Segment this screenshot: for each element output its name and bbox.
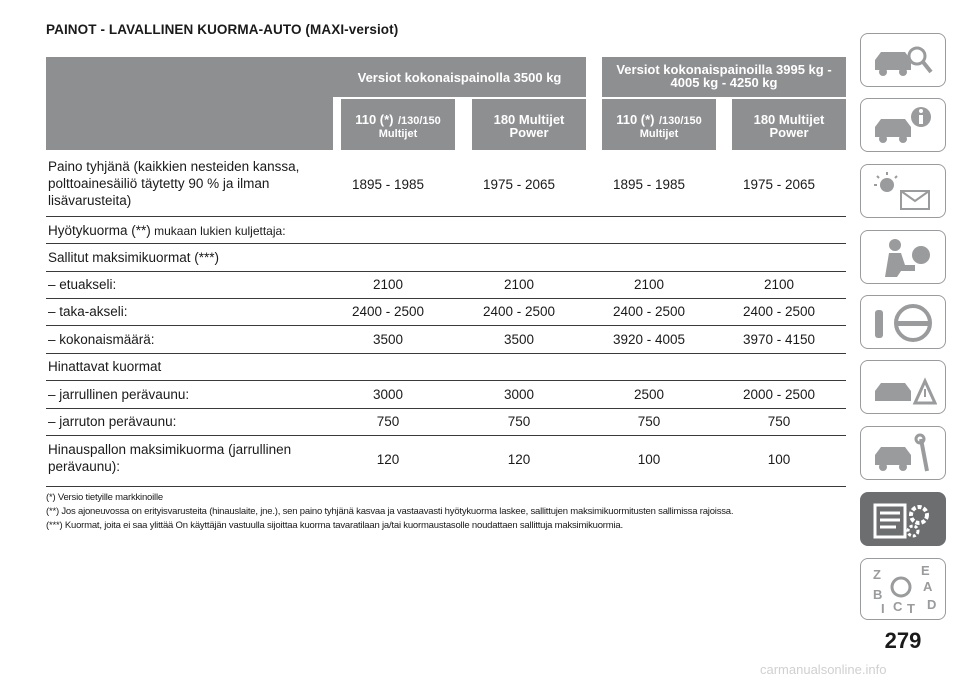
header-col-110-a-bottom: Multijet: [378, 128, 418, 140]
row-value: 3000: [372, 387, 404, 402]
row-value: 120: [376, 452, 400, 467]
header-group-3500: [333, 57, 586, 97]
row-value: 2100: [633, 277, 665, 292]
row-value: 1895 - 1985: [351, 177, 425, 192]
row-value: 2400 - 2500: [742, 304, 816, 319]
tab-alphabet-index[interactable]: [860, 558, 946, 620]
table-row: [46, 272, 846, 299]
table-row: [46, 244, 846, 272]
table-row: [46, 354, 846, 381]
footnote: (**) Jos ajoneuvossa on erityisvarusteita (hinauslaite, jne.), sen paino tyhjänä kasvaa ja vastaavasti hyötykuorma laskee, sallittujen maksimikuormitusten sallimissa rajoissa.: [46, 506, 734, 517]
row-value: 1895 - 1985: [612, 177, 686, 192]
footnote: (***) Kuormat, joita ei saa ylittää On käyttäjän vastuulla sijoittaa kuorma tavaratilaan ja/tai kuormaustasolle noudattaen sallittuja maksimikuormia.: [46, 520, 623, 531]
tab-car-wrench[interactable]: [860, 426, 946, 480]
svg-text:C: C: [893, 599, 903, 614]
row-value: 750: [507, 414, 531, 429]
row-value: 1975 - 2065: [742, 177, 816, 192]
page-number: 279: [884, 628, 922, 653]
svg-text:Z: Z: [873, 567, 881, 582]
header-col-180-b-bottom: Power: [769, 125, 809, 140]
table-row: [46, 409, 846, 436]
row-value: 2100: [372, 277, 404, 292]
tab-airbag-safety[interactable]: [860, 230, 946, 284]
header-blank: [46, 57, 333, 150]
header-col-180-b: [732, 99, 846, 150]
header-group-heavy: [602, 57, 846, 97]
row-label: – jarrullinen perävaunu:: [48, 387, 190, 402]
tab-steering-wheel[interactable]: [860, 295, 946, 349]
row-value: 2000 - 2500: [742, 387, 816, 402]
row-value: 100: [637, 452, 661, 467]
table-row: [46, 299, 846, 326]
table-row: [46, 436, 846, 487]
airbag-safety-icon: [871, 237, 937, 279]
row-value: 1975 - 2065: [482, 177, 556, 192]
row-label: – kokonaismäärä:: [48, 332, 155, 347]
table-row: [46, 326, 846, 354]
tab-dashboard-lights[interactable]: [860, 164, 946, 218]
header-col-110-b-bottom: Multijet: [639, 128, 679, 140]
row-value: 3500: [503, 332, 535, 347]
tab-car-info[interactable]: [860, 98, 946, 152]
header-col-180-b-top: 180 Multijet: [753, 112, 825, 127]
steering-wheel-icon: [871, 302, 937, 344]
row-value: 2500: [633, 387, 665, 402]
row-value: 750: [767, 414, 791, 429]
header-col-110-b-top: 110 (*): [616, 112, 655, 127]
tab-specifications[interactable]: [860, 492, 946, 546]
row-value: 2100: [763, 277, 795, 292]
warning-triangle-icon: [871, 367, 937, 409]
table-row: [46, 381, 846, 409]
row-label: – jarruton perävaunu:: [48, 414, 177, 429]
header-col-110-b-variant: /130/150: [658, 115, 702, 127]
row-value: 2400 - 2500: [351, 304, 425, 319]
car-info-icon: [871, 105, 937, 147]
alphabet-index-icon: [871, 565, 937, 615]
row-value: 3000: [503, 387, 535, 402]
svg-text:A: A: [923, 579, 933, 594]
specifications-icon: [871, 499, 937, 541]
row-value: 3920 - 4005: [612, 332, 686, 347]
header-col-110-a-top: 110 (*): [355, 112, 394, 127]
header-col-180-a: [472, 99, 586, 150]
row-value: 100: [767, 452, 791, 467]
dashboard-lights-icon: [871, 171, 937, 213]
svg-text:E: E: [921, 565, 930, 578]
row-value: 120: [507, 452, 531, 467]
row-label: – taka-akseli:: [48, 304, 128, 319]
table-row: [46, 154, 846, 217]
header-group-heavy-line1: Versiot kokonaispainoilla 3995 kg -: [616, 62, 832, 77]
row-label: Hyötykuorma (**) mukaan lukien kuljettaja:: [48, 223, 286, 238]
row-value: 750: [376, 414, 400, 429]
row-value: 3500: [372, 332, 404, 347]
table-row: [46, 217, 846, 244]
tab-car-search[interactable]: [860, 33, 946, 87]
row-value: 2400 - 2500: [482, 304, 556, 319]
row-label: Paino tyhjänä (kaikkien nesteiden kanssa, polttoainesäiliö täytetty 90 % ja ilman lisävarusteita): [48, 159, 300, 208]
header-group-3500-label: Versiot kokonaispainolla 3500 kg: [357, 70, 562, 85]
header-col-180-a-bottom: Power: [509, 125, 549, 140]
header-group-heavy-line2: 4005 kg - 4250 kg: [670, 75, 778, 90]
page-title: PAINOT - LAVALLINEN KUORMA-AUTO (MAXI-versiot): [46, 22, 399, 37]
header-col-180-a-top: 180 Multijet: [493, 112, 565, 127]
row-label: Hinauspallon maksimikuorma (jarrullinen perävaunu):: [48, 442, 292, 474]
footnotes: [46, 491, 846, 533]
svg-text:D: D: [927, 597, 937, 612]
svg-text:T: T: [907, 601, 915, 615]
row-value: 2100: [503, 277, 535, 292]
row-label: – etuakseli:: [48, 277, 117, 292]
row-value: 750: [637, 414, 661, 429]
header-col-110-a-variant: /130/150: [397, 115, 441, 127]
row-label: Sallitut maksimikuormat (***): [48, 250, 220, 265]
row-label: Hinattavat kuormat: [48, 359, 162, 374]
header-col-110-b: [602, 99, 716, 150]
header-col-110-a: [341, 99, 455, 150]
watermark: carmanualsonline.info: [760, 662, 887, 677]
car-search-icon: [871, 40, 937, 82]
svg-text:I: I: [881, 601, 885, 615]
row-value: 3970 - 4150: [742, 332, 816, 347]
car-wrench-icon: [871, 433, 937, 475]
row-value: 2400 - 2500: [612, 304, 686, 319]
footnote: (*) Versio tietyille markkinoille: [46, 492, 163, 503]
tab-warning-triangle[interactable]: [860, 360, 946, 414]
svg-text:B: B: [873, 587, 883, 602]
